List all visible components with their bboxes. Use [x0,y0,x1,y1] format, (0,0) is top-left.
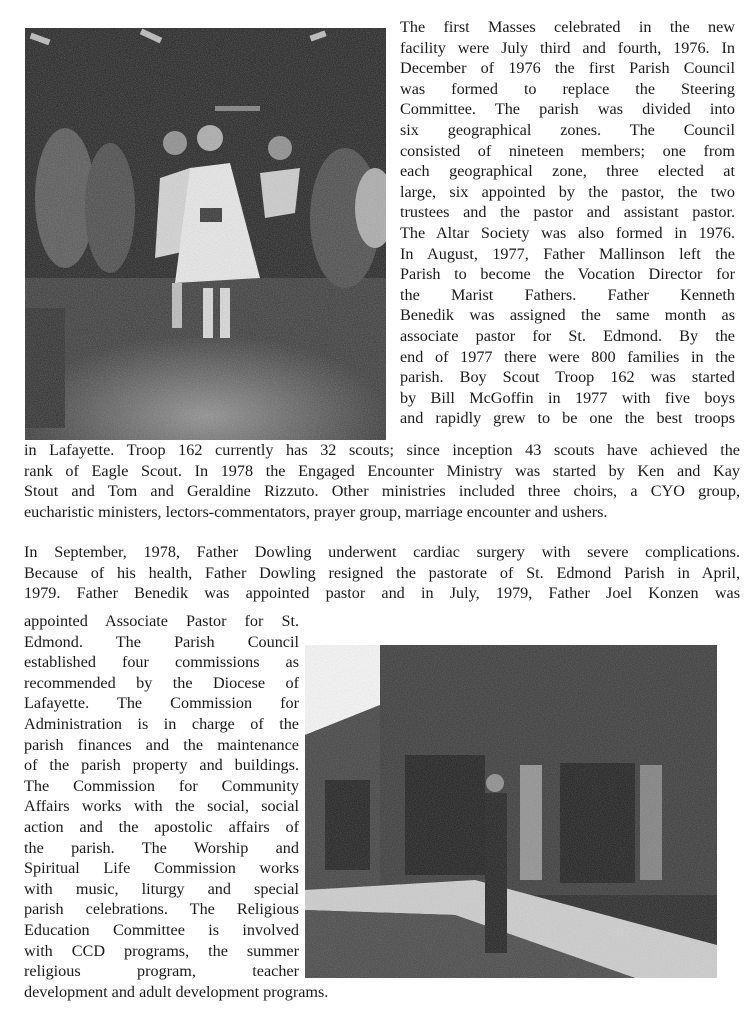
text-line: trustees and the pastor and assistant pastor. [400,203,735,222]
text-line: and rapidly grew to be one the best troops [400,409,735,428]
text-line: Edmond. The Parish Council [24,632,299,651]
paragraph-commissions-end [24,982,384,1003]
text-line: 1979. Father Benedik was appointed pastor and in July, 1979, Father Joel Konzen was [24,584,740,603]
text-line: in Lafayette. Troop 162 currently has 32 scouts; since inception 43 scouts have achieved the [24,441,740,459]
text-line: recommended by the Diocese of [24,673,299,692]
text-line: consisted of nineteen members; one from [400,141,735,160]
text-line: six geographical zones. The Council [400,120,735,139]
text-line: Lafayette. The Commission for [24,694,299,713]
building-photo [305,645,717,978]
text-line: In September, 1978, Father Dowling underwent cardiac surgery with severe complications. [24,543,740,561]
text-line: Affairs works with the social, social [24,797,299,816]
text-line: end of 1977 there were 800 families in the [400,347,735,366]
paragraph-scouts-and-ministries [24,440,740,522]
text-line: appointed Associate Pastor for St. [24,612,299,630]
procession-photo-image [25,28,386,440]
text-line: Because of his health, Father Dowling resigned the pastorate of St. Edmond Parish in April, [24,563,740,582]
text-line: The first Masses celebrated in the new [400,18,735,36]
building-photo-image [305,645,717,978]
text-line: Parish to become the Vocation Director for [400,265,735,284]
text-line: the Marist Fathers. Father Kenneth [400,285,735,304]
text-line: parish finances and the maintenance [24,735,299,754]
text-line: In August, 1977, Father Mallinson left the [400,244,735,263]
text-line: Committee. The parish was divided into [400,100,735,119]
text-line: each geographical zone, three elected at [400,162,735,181]
text-line: the parish. The Worship and [24,838,299,857]
text-line: religious program, teacher [24,962,299,981]
text-line: eucharistic ministers, lectors-commentators, prayer group, marriage encounter and ushers. [24,502,608,521]
paragraph-commissions [24,611,299,982]
text-line: Administration is in charge of the [24,714,299,733]
text-line: associate pastor for St. Edmond. By the [400,326,735,345]
text-line: parish celebrations. The Religious [24,900,299,919]
text-line: by Bill McGoffin in 1977 with five boys [400,388,735,407]
text-line: large, six appointed by the pastor, the two [400,182,735,201]
paragraph-masses-and-council [400,17,735,429]
text-line: rank of Eagle Scout. In 1978 the Engaged Encounter Ministry was started by Ken and Kay [24,461,740,480]
text-line: was formed to replace the Steering [400,79,735,98]
text-line: facility were July third and fourth, 1976. In [400,38,735,57]
paragraph-father-dowling [24,542,740,604]
procession-photo [25,28,386,440]
text-line: established four commissions as [24,653,299,672]
text-line: development and adult development programs. [24,983,329,1001]
text-line: action and the apostolic affairs of [24,817,299,836]
text-line: of the parish property and buildings. [24,756,299,775]
text-line: with CCD programs, the summer [24,941,299,960]
text-line: The Altar Society was also formed in 1976. [400,223,735,242]
text-line: Education Committee is involved [24,920,299,939]
text-line: December of 1976 the first Parish Council [400,59,735,78]
text-line: with music, liturgy and special [24,879,299,898]
text-line: The Commission for Community [24,776,299,795]
text-line: Stout and Tom and Geraldine Rizzuto. Other ministries included three choirs, a CYO group, [24,482,740,501]
text-line: Benedik was assigned the same month as [400,306,735,325]
text-line: Spiritual Life Commission works [24,859,299,878]
text-line: parish. Boy Scout Troop 162 was started [400,368,735,387]
